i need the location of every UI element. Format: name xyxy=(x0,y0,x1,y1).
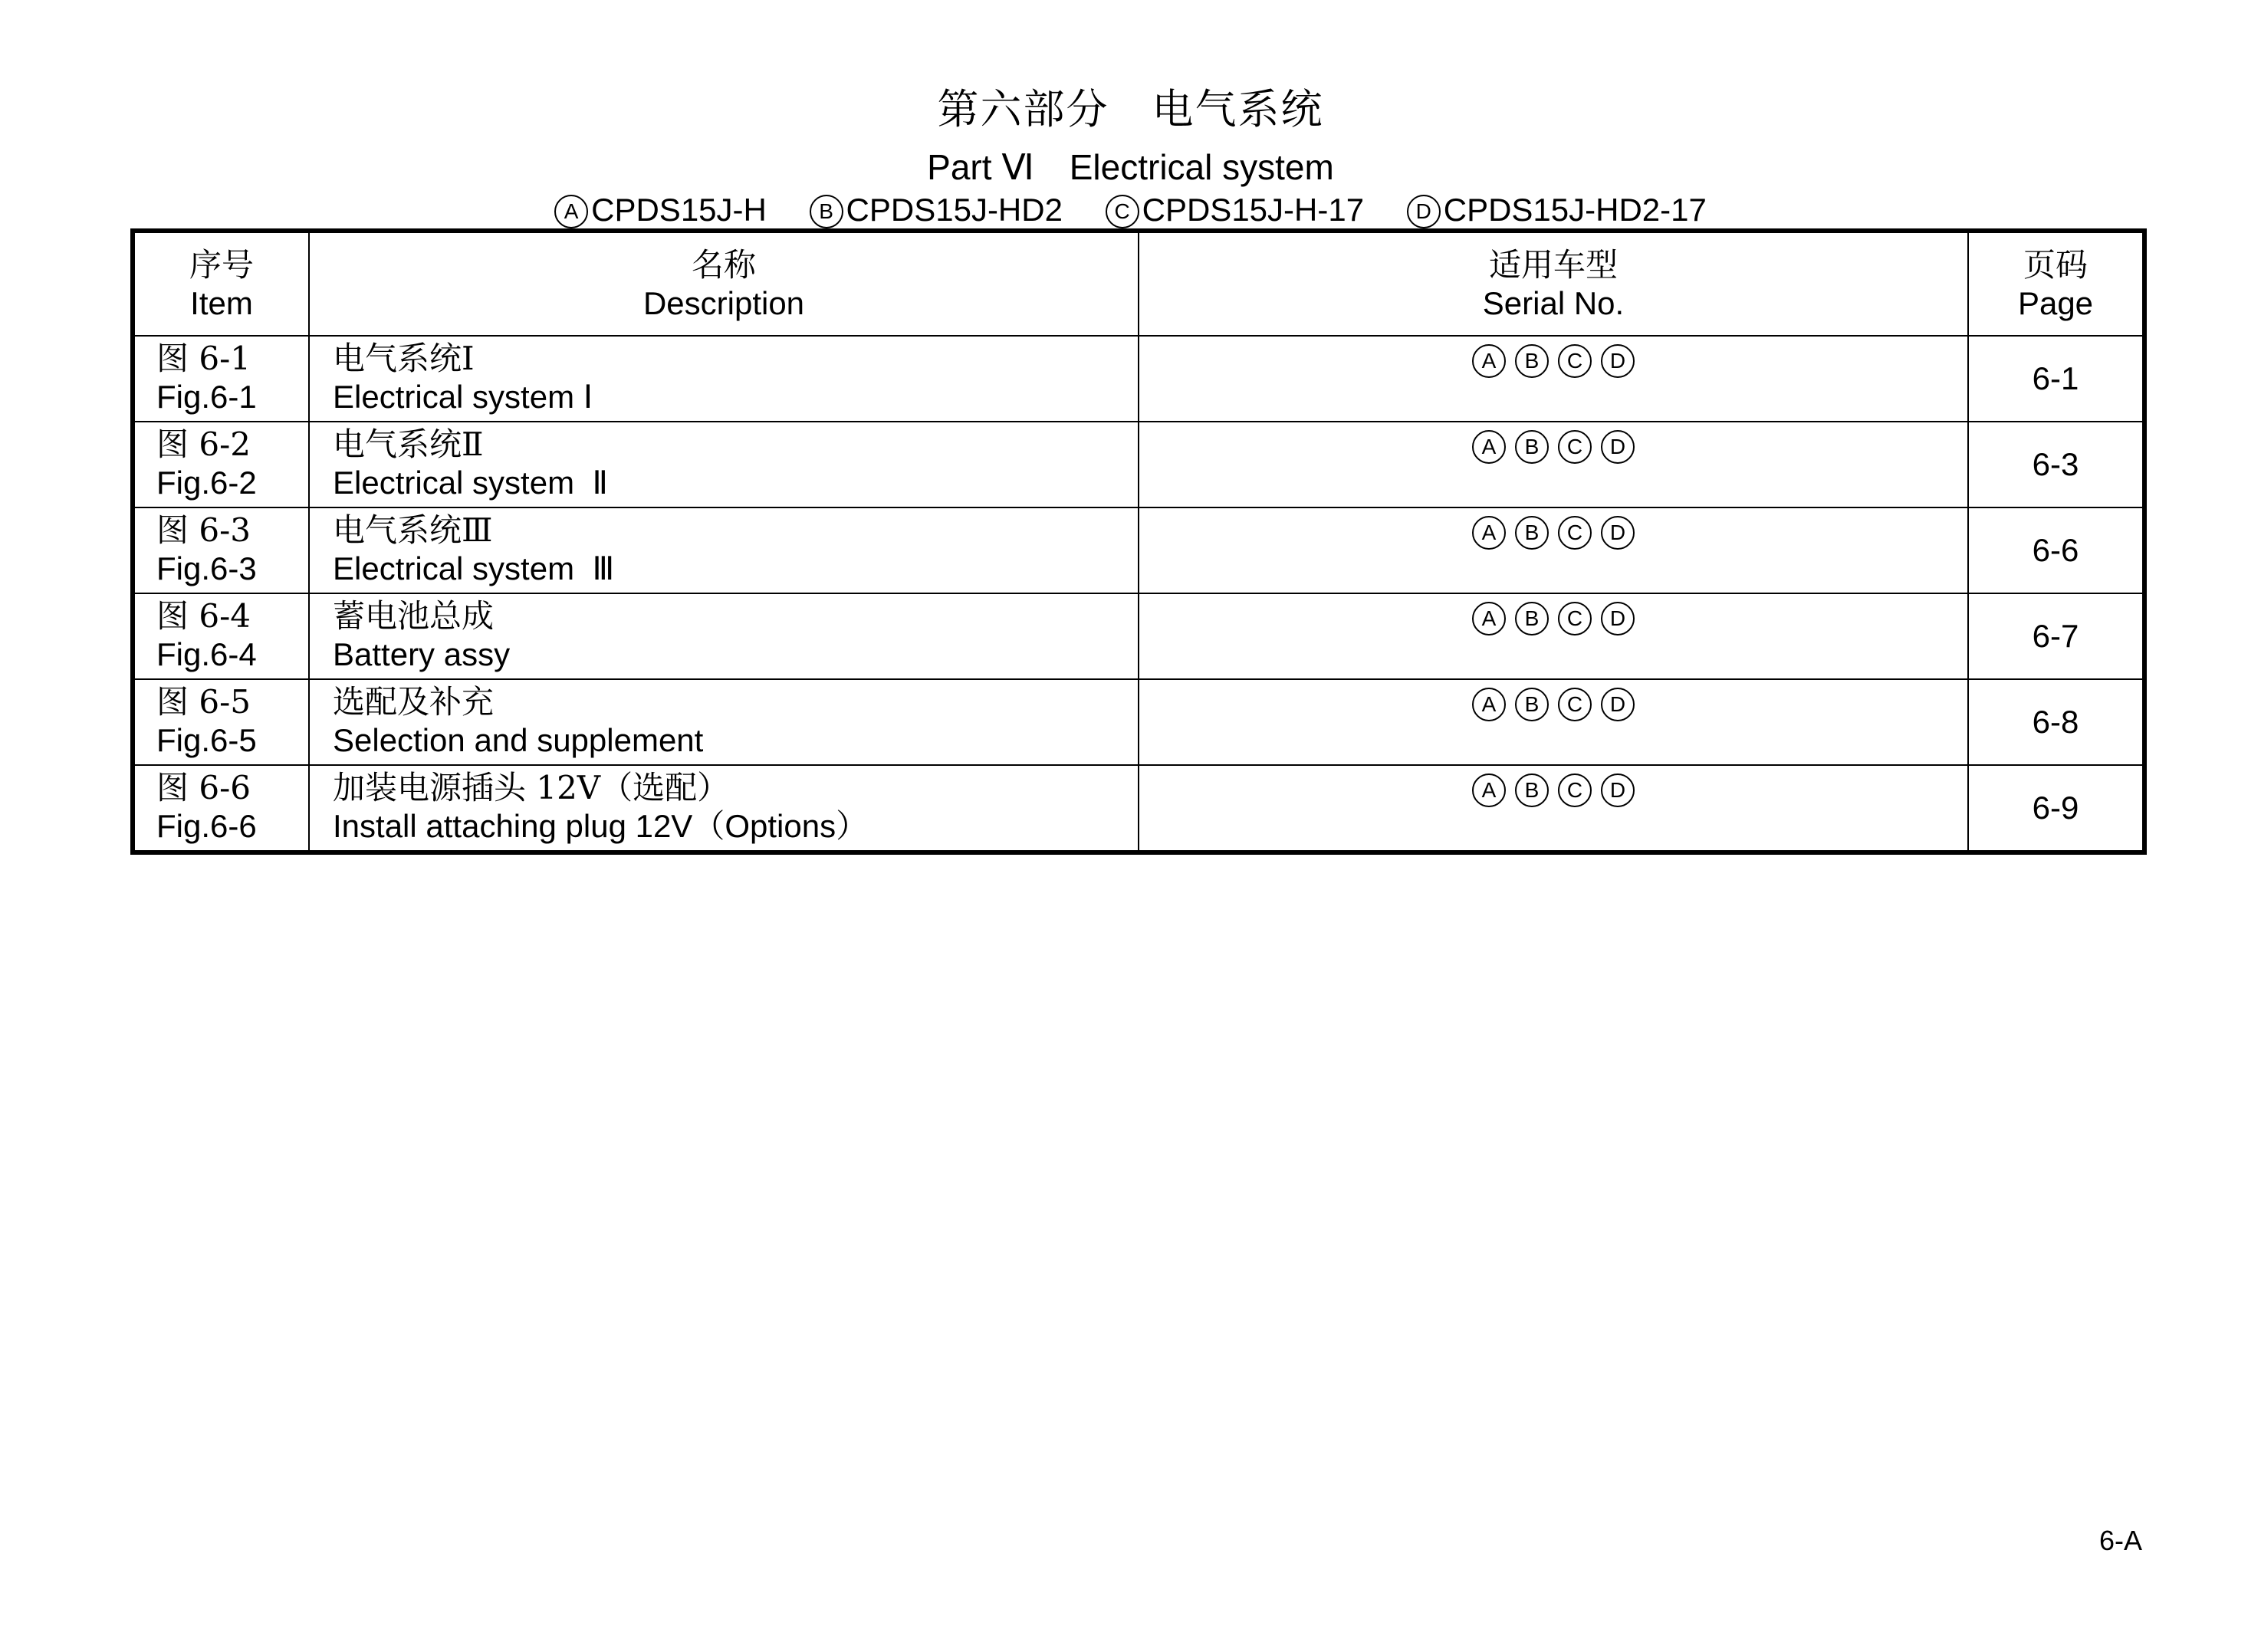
description-cell xyxy=(309,679,1139,765)
contents-table xyxy=(130,228,2147,855)
circled-letter-badge: C xyxy=(1558,344,1592,378)
table-row xyxy=(133,422,2144,507)
item-en: Fig.6-5 xyxy=(156,722,257,758)
item-en: Fig.6-1 xyxy=(156,379,257,415)
circled-letter-badge: D xyxy=(1601,430,1635,464)
circled-letter-badge: B xyxy=(1515,430,1549,464)
circled-letter-badge: C xyxy=(1558,773,1592,807)
description-en: Electrical system Ⅲ xyxy=(333,550,615,586)
circled-letter-badge: A xyxy=(1472,773,1506,807)
header-page xyxy=(1968,231,2144,336)
table-row xyxy=(133,336,2144,422)
header-description-cn: 名称 xyxy=(691,245,756,284)
description-cn: 电气系统Ⅰ xyxy=(333,340,475,377)
description-cn: 电气系统Ⅲ xyxy=(333,511,493,549)
description-en: Selection and supplement xyxy=(333,722,704,758)
item-en: Fig.6-3 xyxy=(156,550,257,586)
circled-letter-badge: B xyxy=(1515,688,1549,721)
circled-letter-badge: C xyxy=(1558,430,1592,464)
page-cell: 6-8 xyxy=(1968,679,2144,765)
header-serial-cn: 适用车型 xyxy=(1488,245,1618,284)
description-cell xyxy=(309,336,1139,422)
model-name: CPDS15J-H-17 xyxy=(1142,192,1365,228)
circled-letter-badge: A xyxy=(554,195,588,228)
header-page-cn: 页码 xyxy=(2023,245,2088,284)
circled-letter-badge: B xyxy=(1515,344,1549,378)
description-en: Electrical system Ⅱ xyxy=(333,465,609,501)
table-header-row xyxy=(133,231,2144,336)
circled-letter-badge: C xyxy=(1558,602,1592,636)
header-serial-en: Serial No. xyxy=(1482,284,1625,321)
circled-letter-badge: A xyxy=(1472,344,1506,378)
description-cell xyxy=(309,507,1139,593)
circled-letter-badge: A xyxy=(1472,516,1506,550)
header-description xyxy=(309,231,1139,336)
item-en: Fig.6-6 xyxy=(156,808,257,844)
model-name: CPDS15J-HD2 xyxy=(846,192,1063,228)
section-title-english: Part Ⅵ Electrical system xyxy=(927,147,1334,187)
model-legend-item-b xyxy=(810,190,1063,230)
model-legend-item-d xyxy=(1407,190,1707,230)
item-cell xyxy=(133,507,309,593)
circled-letter-badge: D xyxy=(1601,688,1635,721)
item-en: Fig.6-2 xyxy=(156,465,257,501)
serial-cell xyxy=(1139,422,1968,507)
serial-cell xyxy=(1139,507,1968,593)
description-cell xyxy=(309,593,1139,679)
table-row xyxy=(133,593,2144,679)
model-name: CPDS15J-HD2-17 xyxy=(1443,192,1707,228)
description-cn: 选配及补充 xyxy=(333,683,495,721)
circled-letter-badge: A xyxy=(1472,602,1506,636)
table-row xyxy=(133,679,2144,765)
item-cn: 图 6-4 xyxy=(156,597,251,635)
circled-letter-badge: B xyxy=(1515,602,1549,636)
item-cn: 图 6-2 xyxy=(156,425,251,463)
model-name: CPDS15J-H xyxy=(591,192,767,228)
description-cell xyxy=(309,422,1139,507)
page-cell: 6-9 xyxy=(1968,765,2144,852)
circled-letter-badge: A xyxy=(1472,688,1506,721)
item-cell xyxy=(133,422,309,507)
section-title-chinese: 第六部分 电气系统 xyxy=(937,85,1324,133)
circled-letter-badge: D xyxy=(1601,516,1635,550)
description-cn: 蓄电池总成 xyxy=(333,597,495,635)
circled-letter-badge: D xyxy=(1601,344,1635,378)
page-number-footer: 6-A xyxy=(2098,1525,2142,1556)
description-en: Battery assy xyxy=(333,636,511,672)
serial-cell xyxy=(1139,679,1968,765)
item-cn: 图 6-3 xyxy=(156,511,251,549)
model-legend xyxy=(0,190,2261,230)
header-item-en: Item xyxy=(190,284,253,321)
item-cn: 图 6-6 xyxy=(156,769,251,806)
page-cell: 6-6 xyxy=(1968,507,2144,593)
circled-letter-badge: C xyxy=(1106,195,1139,228)
description-cn: 加装电源插头 12V（选配） xyxy=(333,769,730,806)
circled-letter-badge: B xyxy=(1515,773,1549,807)
description-cn: 电气系统Ⅱ xyxy=(333,425,484,463)
circled-letter-badge: C xyxy=(1558,688,1592,721)
description-en: Electrical system Ⅰ xyxy=(333,379,593,415)
circled-letter-badge: A xyxy=(1472,430,1506,464)
circled-letter-badge: D xyxy=(1601,602,1635,636)
table-row xyxy=(133,765,2144,852)
circled-letter-badge: D xyxy=(1601,773,1635,807)
model-legend-item-c xyxy=(1106,190,1364,230)
serial-cell xyxy=(1139,765,1968,852)
model-legend-item-a xyxy=(554,190,767,230)
header-item xyxy=(133,231,309,336)
description-cell xyxy=(309,765,1139,852)
header-item-cn: 序号 xyxy=(189,245,254,284)
page-cell: 6-1 xyxy=(1968,336,2144,422)
circled-letter-badge: C xyxy=(1558,516,1592,550)
table-row xyxy=(133,507,2144,593)
circled-letter-badge: B xyxy=(810,195,843,228)
item-cell xyxy=(133,679,309,765)
circled-letter-badge: B xyxy=(1515,516,1549,550)
item-cell xyxy=(133,765,309,852)
header-description-en: Description xyxy=(642,284,805,321)
item-cell xyxy=(133,593,309,679)
page-cell: 6-7 xyxy=(1968,593,2144,679)
header-serial xyxy=(1139,231,1968,336)
serial-cell xyxy=(1139,336,1968,422)
serial-cell xyxy=(1139,593,1968,679)
header-page-en: Page xyxy=(2017,284,2094,321)
circled-letter-badge: D xyxy=(1407,195,1441,228)
item-cell xyxy=(133,336,309,422)
item-cn: 图 6-1 xyxy=(156,340,251,377)
item-en: Fig.6-4 xyxy=(156,636,257,672)
page-cell: 6-3 xyxy=(1968,422,2144,507)
description-en: Install attaching plug 12V（Options） xyxy=(333,808,869,844)
item-cn: 图 6-5 xyxy=(156,683,251,721)
